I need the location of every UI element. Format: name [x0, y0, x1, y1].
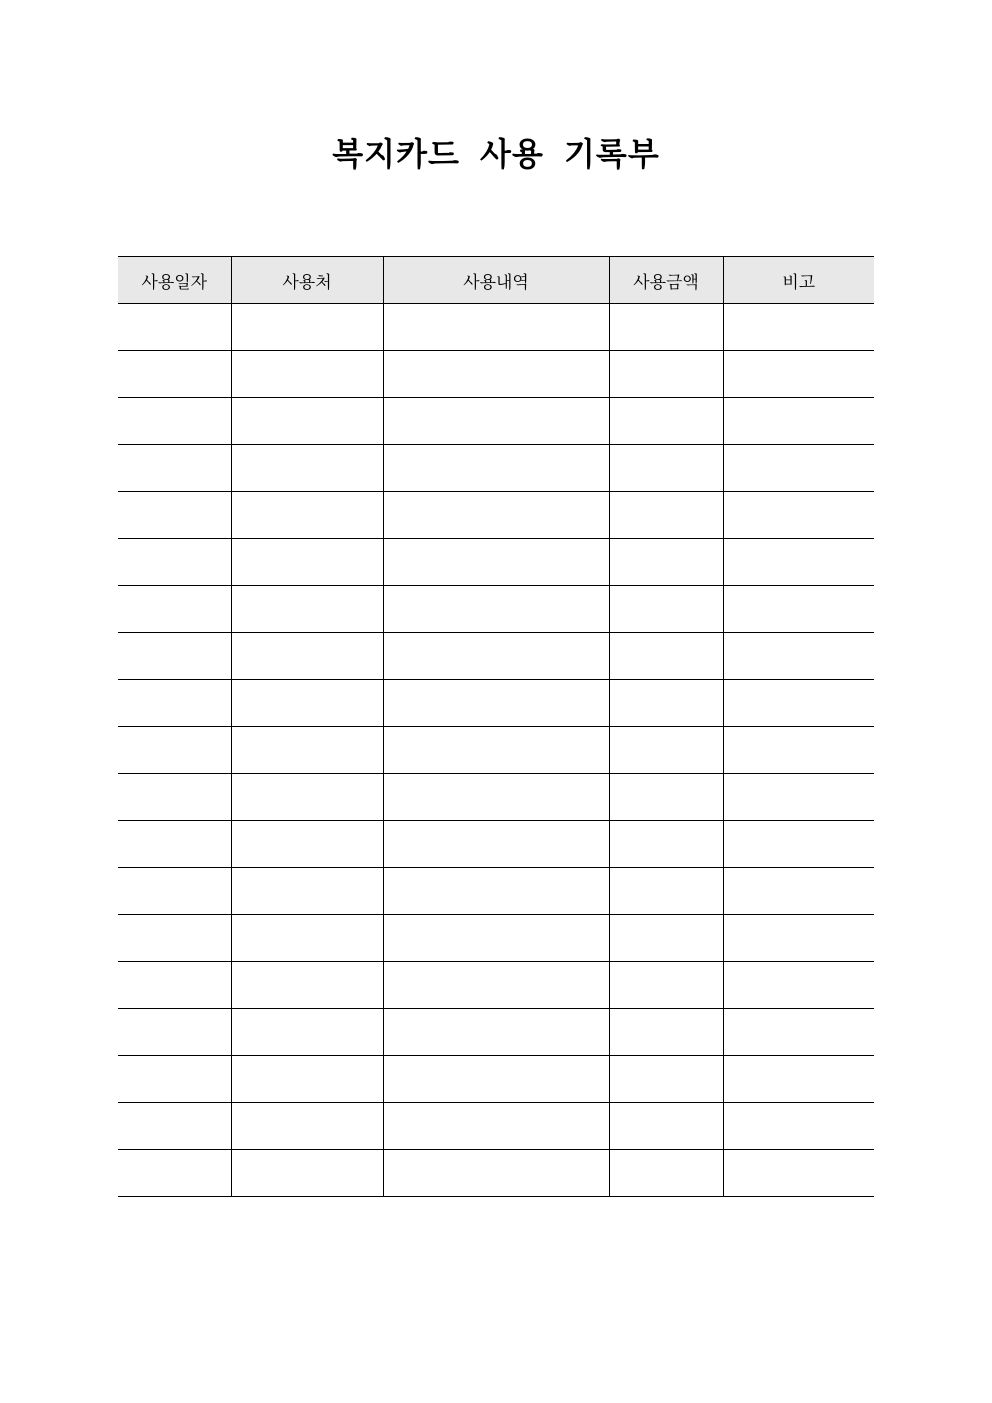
usage-place-cell[interactable]: [231, 915, 383, 962]
usage-amount-cell[interactable]: [609, 586, 723, 633]
usage-place-cell[interactable]: [231, 1103, 383, 1150]
usage-amount-cell[interactable]: [609, 1150, 723, 1197]
usage-place-cell[interactable]: [231, 1056, 383, 1103]
usage-date-cell[interactable]: [118, 586, 231, 633]
usage-amount-cell[interactable]: [609, 398, 723, 445]
usage-amount-cell[interactable]: [609, 1103, 723, 1150]
remarks-cell[interactable]: [723, 1009, 874, 1056]
column-header-usage-details: 사용내역: [383, 257, 609, 304]
usage-amount-cell[interactable]: [609, 445, 723, 492]
usage-place-cell[interactable]: [231, 868, 383, 915]
table-row: [118, 304, 874, 351]
table-row: [118, 1056, 874, 1103]
usage-date-cell[interactable]: [118, 868, 231, 915]
table-row: [118, 398, 874, 445]
column-header-usage-place: 사용처: [231, 257, 383, 304]
remarks-cell[interactable]: [723, 398, 874, 445]
usage-date-cell[interactable]: [118, 398, 231, 445]
column-header-usage-date: 사용일자: [118, 257, 231, 304]
remarks-cell[interactable]: [723, 774, 874, 821]
usage-amount-cell[interactable]: [609, 1009, 723, 1056]
table-row: [118, 727, 874, 774]
usage-place-cell[interactable]: [231, 1009, 383, 1056]
usage-details-cell[interactable]: [383, 445, 609, 492]
remarks-cell[interactable]: [723, 633, 874, 680]
usage-details-cell[interactable]: [383, 492, 609, 539]
usage-details-cell[interactable]: [383, 962, 609, 1009]
table-row: [118, 915, 874, 962]
usage-amount-cell[interactable]: [609, 539, 723, 586]
usage-place-cell[interactable]: [231, 1150, 383, 1197]
usage-details-cell[interactable]: [383, 586, 609, 633]
remarks-cell[interactable]: [723, 492, 874, 539]
usage-place-cell[interactable]: [231, 445, 383, 492]
table-row: [118, 492, 874, 539]
usage-date-cell[interactable]: [118, 445, 231, 492]
usage-place-cell[interactable]: [231, 962, 383, 1009]
usage-amount-cell[interactable]: [609, 1056, 723, 1103]
remarks-cell[interactable]: [723, 727, 874, 774]
table-header-row: [118, 257, 874, 304]
usage-date-cell[interactable]: [118, 821, 231, 868]
column-header-remarks: 비고: [723, 257, 874, 304]
usage-details-cell[interactable]: [383, 868, 609, 915]
usage-place-cell[interactable]: [231, 680, 383, 727]
table-row: [118, 774, 874, 821]
usage-date-cell[interactable]: [118, 633, 231, 680]
usage-date-cell[interactable]: [118, 774, 231, 821]
remarks-cell[interactable]: [723, 351, 874, 398]
usage-amount-cell[interactable]: [609, 821, 723, 868]
usage-date-cell[interactable]: [118, 727, 231, 774]
usage-place-cell[interactable]: [231, 351, 383, 398]
usage-amount-cell[interactable]: [609, 492, 723, 539]
usage-date-cell[interactable]: [118, 915, 231, 962]
usage-place-cell[interactable]: [231, 633, 383, 680]
table-row: [118, 445, 874, 492]
usage-date-cell[interactable]: [118, 304, 231, 351]
usage-place-cell[interactable]: [231, 821, 383, 868]
usage-date-cell[interactable]: [118, 1150, 231, 1197]
usage-amount-cell[interactable]: [609, 633, 723, 680]
usage-details-cell[interactable]: [383, 1103, 609, 1150]
usage-amount-cell[interactable]: [609, 304, 723, 351]
remarks-cell[interactable]: [723, 680, 874, 727]
usage-details-cell[interactable]: [383, 915, 609, 962]
usage-details-cell[interactable]: [383, 398, 609, 445]
usage-details-cell[interactable]: [383, 727, 609, 774]
usage-date-cell[interactable]: [118, 1009, 231, 1056]
table-row: [118, 1150, 874, 1197]
usage-amount-cell[interactable]: [609, 680, 723, 727]
usage-date-cell[interactable]: [118, 680, 231, 727]
remarks-cell[interactable]: [723, 445, 874, 492]
usage-place-cell[interactable]: [231, 539, 383, 586]
remarks-cell[interactable]: [723, 539, 874, 586]
usage-date-cell[interactable]: [118, 492, 231, 539]
remarks-cell[interactable]: [723, 821, 874, 868]
remarks-cell[interactable]: [723, 304, 874, 351]
table-row: [118, 868, 874, 915]
usage-details-cell[interactable]: [383, 304, 609, 351]
page-title: 복지카드 사용 기록부: [332, 135, 660, 173]
usage-place-cell[interactable]: [231, 398, 383, 445]
usage-date-cell[interactable]: [118, 351, 231, 398]
usage-details-cell[interactable]: [383, 1056, 609, 1103]
usage-details-cell[interactable]: [383, 539, 609, 586]
usage-details-cell[interactable]: [383, 1150, 609, 1197]
usage-amount-cell[interactable]: [609, 774, 723, 821]
table-row: [118, 586, 874, 633]
remarks-cell[interactable]: [723, 1103, 874, 1150]
column-header-usage-amount: 사용금액: [609, 257, 723, 304]
table-body: [118, 304, 874, 1197]
usage-details-cell[interactable]: [383, 1009, 609, 1056]
usage-place-cell[interactable]: [231, 586, 383, 633]
usage-amount-cell[interactable]: [609, 727, 723, 774]
usage-place-cell[interactable]: [231, 727, 383, 774]
table-row: [118, 962, 874, 1009]
table-row: [118, 539, 874, 586]
usage-place-cell[interactable]: [231, 492, 383, 539]
usage-amount-cell[interactable]: [609, 868, 723, 915]
usage-date-cell[interactable]: [118, 1103, 231, 1150]
table-row: [118, 1009, 874, 1056]
usage-place-cell[interactable]: [231, 304, 383, 351]
usage-place-cell[interactable]: [231, 774, 383, 821]
remarks-cell[interactable]: [723, 868, 874, 915]
usage-date-cell[interactable]: [118, 539, 231, 586]
table-row: [118, 680, 874, 727]
usage-details-cell[interactable]: [383, 633, 609, 680]
remarks-cell[interactable]: [723, 1056, 874, 1103]
usage-amount-cell[interactable]: [609, 962, 723, 1009]
remarks-cell[interactable]: [723, 962, 874, 1009]
usage-date-cell[interactable]: [118, 962, 231, 1009]
usage-details-cell[interactable]: [383, 680, 609, 727]
table-row: [118, 1103, 874, 1150]
remarks-cell[interactable]: [723, 1150, 874, 1197]
usage-amount-cell[interactable]: [609, 915, 723, 962]
usage-details-cell[interactable]: [383, 351, 609, 398]
usage-details-cell[interactable]: [383, 774, 609, 821]
usage-record-table: [118, 256, 874, 1197]
table-row: [118, 633, 874, 680]
usage-amount-cell[interactable]: [609, 351, 723, 398]
remarks-cell[interactable]: [723, 586, 874, 633]
table-row: [118, 821, 874, 868]
usage-date-cell[interactable]: [118, 1056, 231, 1103]
remarks-cell[interactable]: [723, 915, 874, 962]
table-row: [118, 351, 874, 398]
usage-details-cell[interactable]: [383, 821, 609, 868]
